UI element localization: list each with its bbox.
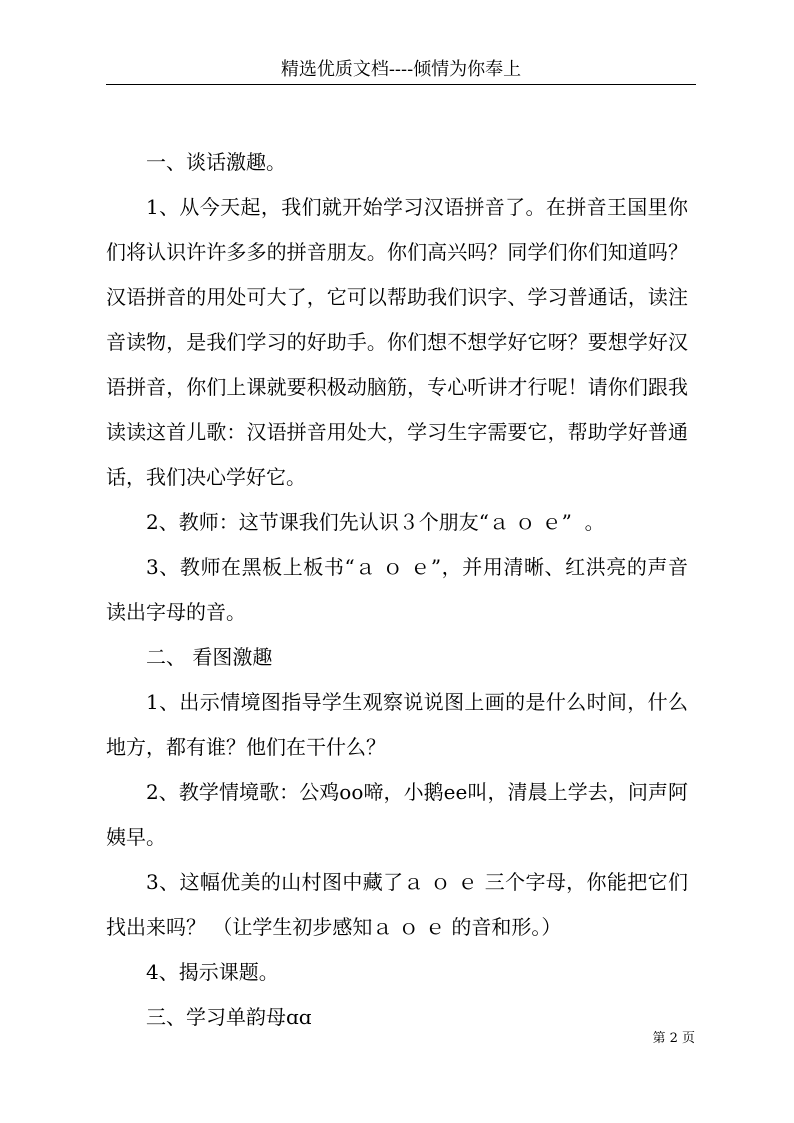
page-header-title: 精选优质文档----倾情为你奉上 (280, 59, 522, 80)
document-body (106, 140, 688, 1040)
section-heading-1: 一、谈话激趣。 (146, 150, 286, 174)
paragraph-teacher-intro: 2、教师：这节课我们先认识３个朋友“ａ ｏ ｅ” 。 (146, 510, 605, 534)
paragraph-picture: 1、出示情境图指导学生观察说说图上画的是什么时间，什么地方，都有谁？他们在干什么？ (106, 690, 688, 759)
paragraph-intro: 1、从今天起，我们就开始学习汉语拼音了。在拼音王国里你们将认识许许多多的拼音朋友。你们高兴吗？同学们你们知道吗？汉语拼音的用处可大了，它可以帮助我们识字、学习普通话，读注音读物，是我们学习的好助手。你们想不想学好它呀？要想学好汉语拼音，你们上课就要积极动脑筋，专心听讲才行呢！请你们跟我读读这首儿歌：汉语拼音用处大，学习生字需要它，帮助学好普通话，我们决心学好它。 (106, 195, 688, 489)
paragraph-topic: 4、揭示课题。 (146, 960, 279, 984)
section-heading-2: 二、 看图激趣 (146, 645, 273, 669)
paragraph-song: 2、教学情境歌：公鸡oo啼，小鹅ee叫，清晨上学去，问声阿姨早。 (106, 780, 688, 849)
header-divider (106, 84, 696, 85)
paragraph-find-letters: 3、这幅优美的山村图中藏了ａ ｏ ｅ 三个字母，你能把它们找出来吗？ （让学生初步感知ａ ｏ ｅ 的音和形。） (106, 870, 688, 939)
page-number: 第 2 页 (652, 1031, 695, 1046)
paragraph-blackboard: 3、教师在黑板上板书“ａ ｏ ｅ”，并用清晰、红洪亮的声音读出字母的音。 (106, 555, 688, 624)
section-heading-3: 三、学习单韵母ɑɑ (146, 1005, 312, 1029)
